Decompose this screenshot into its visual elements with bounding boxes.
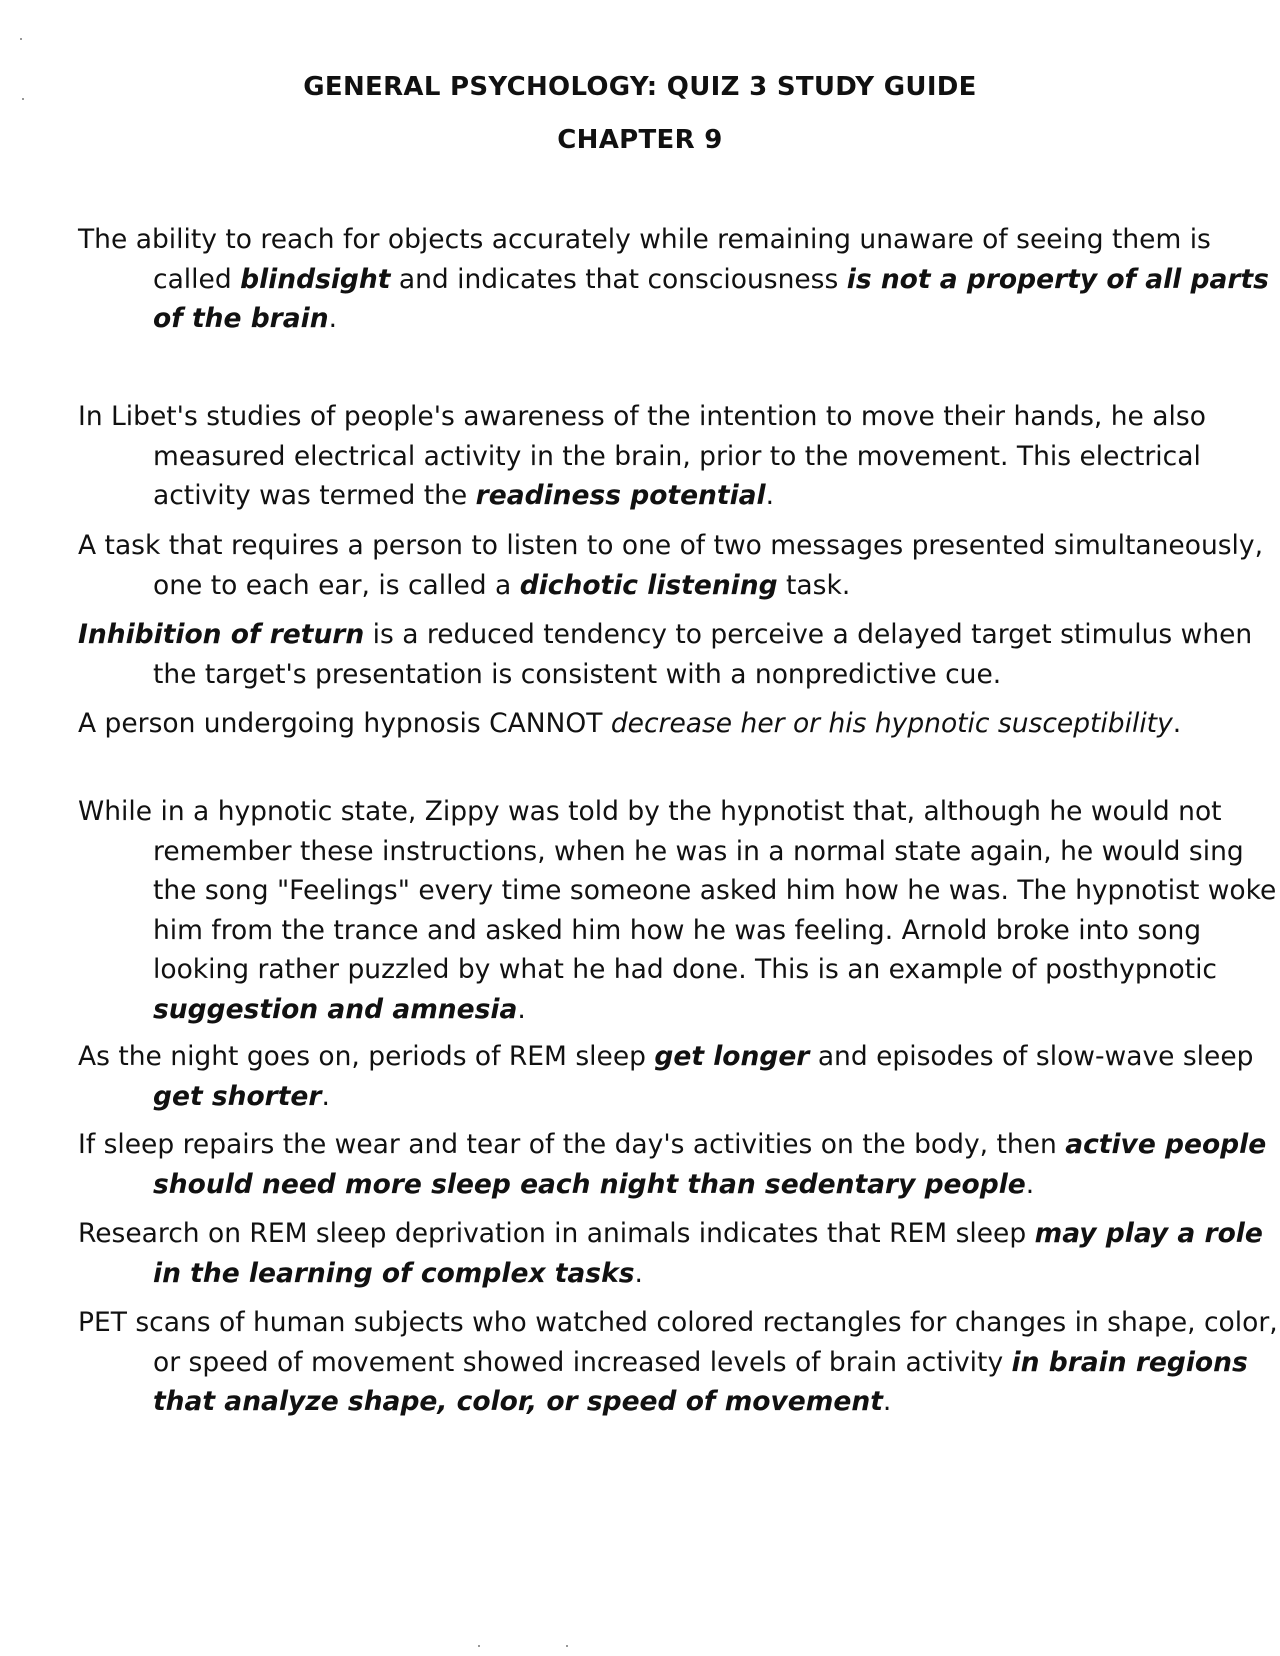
scan-speck — [478, 1645, 480, 1647]
study-item-sleep-repair: If sleep repairs the wear and tear of the day's activities on the body, then active people should need more sleep each night than sedentary people. — [78, 1129, 1267, 1200]
study-item-hypnosis: A person undergoing hypnosis CANNOT decrease her or his hypnotic susceptibility. — [78, 708, 1182, 739]
study-item-libet: In Libet's studies of people's awareness of the intention to move their hands, he also measured electrical activity in the brain, prior to the movement. This electrical activity was termed the readiness potential. — [78, 401, 1206, 511]
answer-get-longer: get longer — [654, 1041, 810, 1072]
answer-blindsight: blindsight — [240, 263, 391, 295]
chapter-heading: CHAPTER 9 — [557, 125, 723, 155]
answer-readiness-potential: readiness potential — [475, 480, 766, 511]
scan-speck — [566, 1645, 568, 1647]
answer-suggestion-amnesia: suggestion and amnesia — [153, 993, 518, 1025]
answer-inhibition-of-return: Inhibition of return — [78, 619, 365, 650]
study-item-blindsight: The ability to reach for objects accurately while remaining unaware of seeing them is called blindsight and indicates that consciousness is not a property of all parts of the brain. — [78, 224, 1269, 334]
answer-dichotic-listening: dichotic listening — [519, 569, 778, 601]
study-item-rem-sleep: As the night goes on, periods of REM sleep get longer and episodes of slow-wave sleep get shorter. — [78, 1041, 1254, 1112]
study-item-pet-scans: PET scans of human subjects who watched colored rectangles for changes in shape, color, or speed of movement showed increased levels of brain activity in brain regions that analyze shape, color, or speed of movement. — [78, 1307, 1278, 1417]
scan-speck — [22, 98, 24, 100]
study-item-rem-deprivation: Research on REM sleep deprivation in animals indicates that REM sleep may play a role in the learning of complex tasks. — [78, 1218, 1263, 1289]
answer-brain-regions: in brain regions that analyze shape, color, or speed of movement — [153, 1346, 1248, 1417]
answer-complex-tasks: may play a role in the learning of complex tasks — [153, 1218, 1263, 1289]
page-title: GENERAL PSYCHOLOGY: QUIZ 3 STUDY GUIDE — [303, 72, 977, 102]
answer-active-people: active people should need more sleep each night than sedentary people — [153, 1129, 1267, 1200]
study-item-posthypnotic: While in a hypnotic state, Zippy was told by the hypnotist that, although he would not remember these instructions, when he was in a normal state again, he would sing the song "Feelings" every time someone asked him how he was. The hypnotist woke him from the trance and asked him how he was feeling. Arnold broke into song looking rather puzzled by what he had done. This is an example of posthypnotic suggestion and amnesia. — [78, 796, 1277, 1025]
study-item-inhibition-of-return: Inhibition of return is a reduced tendency to perceive a delayed target stimulus when the target's presentation is consistent with a nonpredictive cue. — [78, 619, 1253, 690]
study-item-dichotic: A task that requires a person to listen to one of two messages presented simultaneously, one to each ear, is called a dichotic listening task. — [78, 530, 1264, 601]
answer-consciousness: is not a property of all parts of the brain — [153, 263, 1269, 334]
answer-hypnotic-susceptibility: decrease her or his hypnotic susceptibility — [610, 708, 1173, 739]
scan-speck — [20, 38, 22, 40]
answer-get-shorter: get shorter — [153, 1080, 322, 1112]
